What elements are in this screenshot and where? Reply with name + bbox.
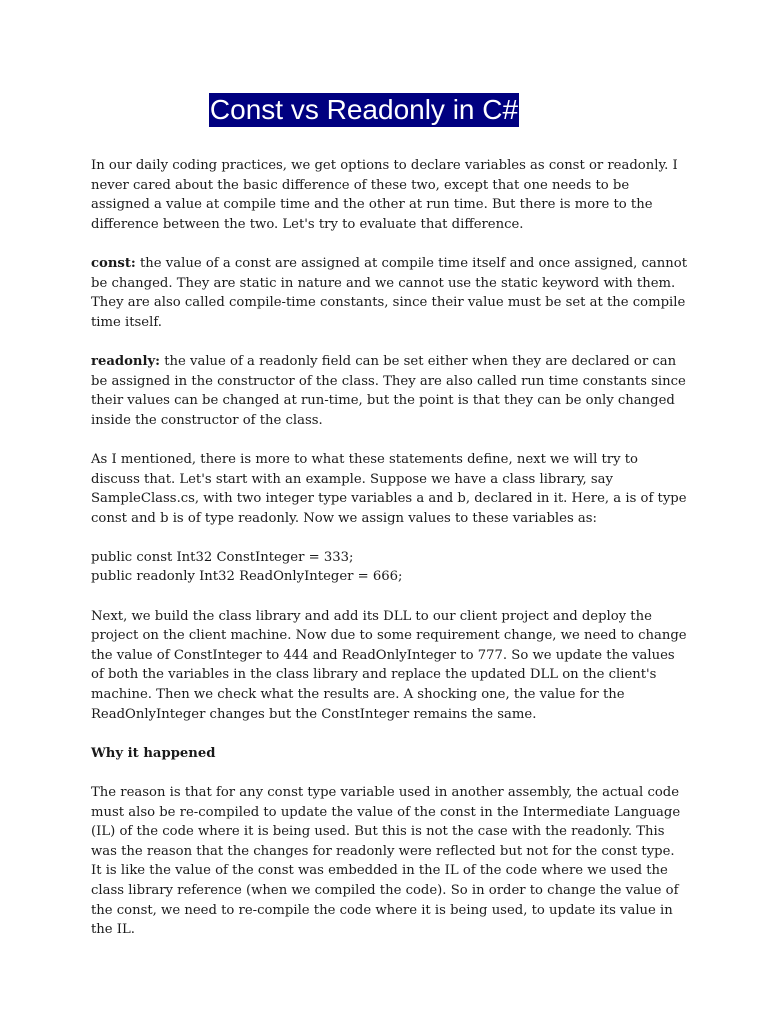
code-block (91, 548, 689, 587)
reason-paragraph: The reason is that for any const type variable used in another assembly, the actual code must also be re-compiled to update the value of the const in the Intermediate Language (IL) of the code where it is being used. But this is not the case with the readonly. This was the reason that the changes for readonly were reflected but not for the const type. It is like the value of the const was embedded in the IL of the code where we used the class library reference (when we compiled the code). So in order to change the value of the const, we need to re-compile the code where it is being used, to update its value in the IL. (91, 785, 681, 938)
const-term: const: (91, 255, 136, 271)
example-paragraph: As I mentioned, there is more to what these statements define, next we will try to discuss that. Let's start with an example. Suppose we have a class library, say SampleClass.cs, with two integer type variables a and b, declared in it. Here, a is of type const and b is of type readonly. Now we assign values to these variables as: (91, 451, 687, 526)
readonly-description: the value of a readonly field can be set either when they are declared or can be assigned in the constructor of the class. They are also called run time constants since their values can be changed at run-time, but the point is that they can be only changed inside the constructor of the class. (91, 353, 686, 428)
const-paragraph (91, 254, 689, 332)
why-heading-text: Why it happened (91, 745, 216, 761)
readonly-paragraph (91, 352, 689, 430)
code-line-const: public const Int32 ConstInteger = 333; (91, 549, 354, 565)
readonly-term: readonly: (91, 353, 161, 369)
intro-paragraph: In our daily coding practices, we get options to declare variables as const or readonly. I never cared about the basic difference of these two, except that one needs to be assigned a value at compile time and the other at run time. But there is more to the difference between the two. Let's try to evaluate that difference. (91, 158, 678, 232)
why-heading (91, 744, 689, 764)
code-line-readonly: public readonly Int32 ReadOnlyInteger = 666; (91, 569, 403, 585)
document-body (91, 156, 689, 959)
title-container (0, 93, 768, 127)
next-paragraph: Next, we build the class library and add its DLL to our client project and deploy the project on the client machine. Now due to some requirement change, we need to change the value of ConstInteger to 444 and ReadOnlyInteger to 777. So we update the values of both the variables in the class library and replace the updated DLL on the client's machine. Then we check what the results are. A shocking one, the value for the ReadOnlyInteger changes but the ConstInteger remains the same. (91, 608, 687, 722)
page-title: Const vs Readonly in C# (209, 94, 519, 125)
const-description: the value of a const are assigned at compile time itself and once assigned, cannot be changed. They are static in nature and we cannot use the static keyword with them. They are also called compile-time constants, since their value must be set at the compile time itself. (91, 255, 688, 330)
